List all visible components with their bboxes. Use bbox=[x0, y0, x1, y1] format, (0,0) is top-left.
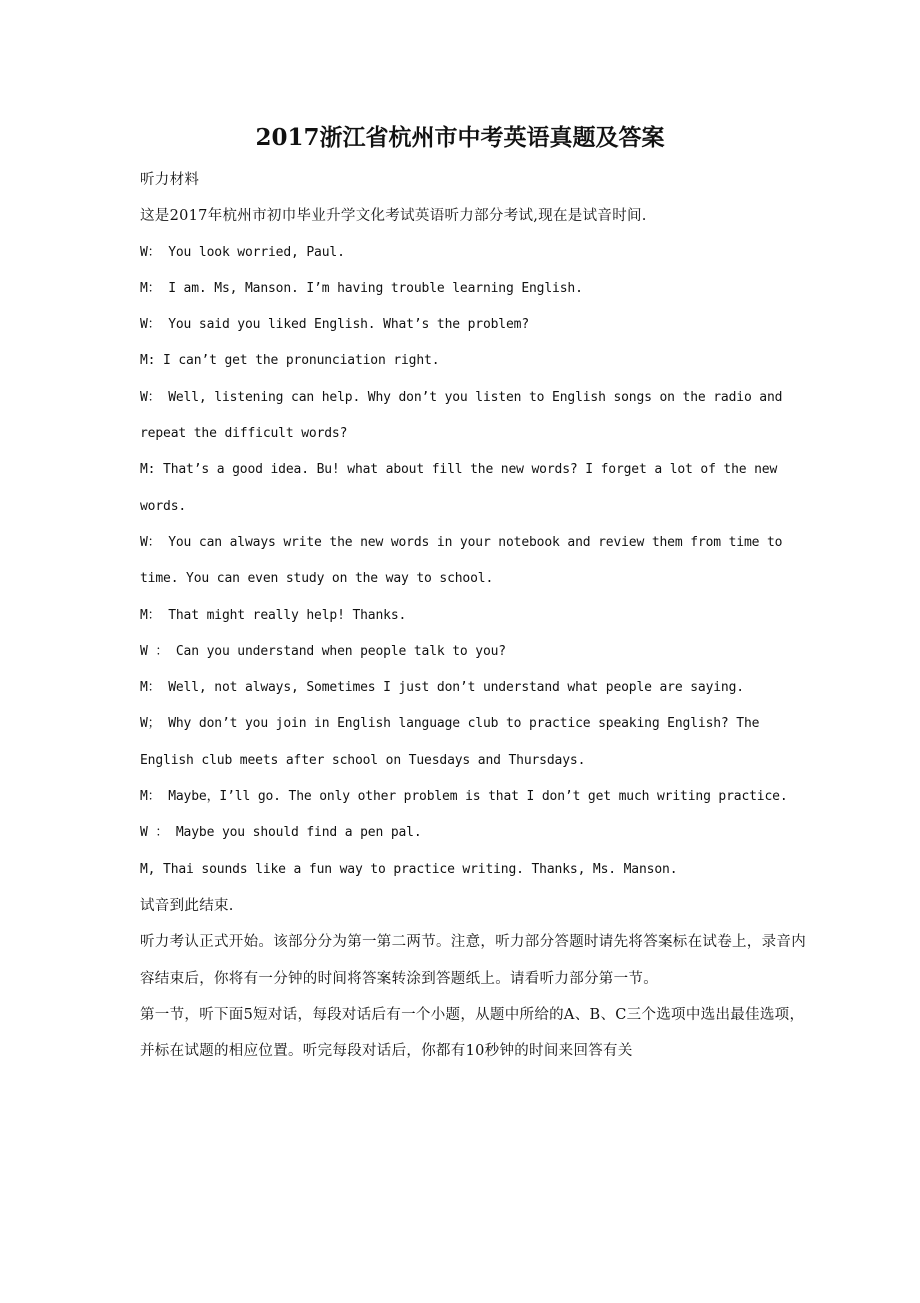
dialogue-line: W； Why don’t you join in English language club to practice speaking English? The English club meets after school on Tuesdays and Thursdays. bbox=[140, 716, 767, 768]
intro-paragraph: 这是2017年杭州市初巾毕业升学文化考试英语听力部分考试,现在是试音时间. bbox=[140, 208, 647, 225]
instructions-paragraph: 听力考认正式开始。该部分分为第一第二两节。注意，听力部分答题时请先将答案标在试卷上，录音内容结束后，你将有一分钟的时间将答案转涂到答题纸上。请看听力部分第一节。 bbox=[140, 934, 806, 987]
dialogue-line: M： Well, not always, Sometimes I just don’t understand what people are saying. bbox=[140, 680, 744, 696]
document-title: 2017浙江省杭州市中考英语真题及答案 bbox=[255, 124, 665, 151]
dialogue-line: M： That might really help! Thanks. bbox=[140, 607, 407, 623]
dialogue-line: W： Well, listening can help. Why don’t you listen to English songs on the radio and repeat the difficult words? bbox=[140, 389, 791, 442]
dialogue-line: M, Thai sounds like a fun way to practice writing. Thanks, Ms. Manson. bbox=[140, 861, 678, 877]
dialogue-line: W ： Maybe you should find a pen pal. bbox=[140, 825, 422, 841]
dialogue-line: W： You look worried, Paul. bbox=[140, 244, 345, 260]
dialogue-line: M： Maybe，I’ll go. The only other problem is that I don’t get much writing practice. bbox=[140, 789, 788, 805]
dialogue-line: W ： Can you understand when people talk to you? bbox=[140, 643, 506, 659]
dialogue-line: M: I can’t get the pronunciation right. bbox=[140, 353, 440, 369]
test-end-note: 试音到此结束. bbox=[140, 897, 234, 914]
section-one-paragraph: 第一节，听下面5短对话，每段对话后有一个小题，从题中所给的A、B、C三个选项中选出最佳选项，并标在试题的相应位置。听完每段对话后，你都有10秒钟的时间来回答有关 bbox=[140, 1006, 805, 1060]
dialogue-line: M： I am. Ms, Manson. I’m having trouble learning English. bbox=[140, 280, 583, 296]
section-heading: 听力材料 bbox=[140, 172, 200, 188]
dialogue-line: W： You can always write the new words in your notebook and review them from time to time. You can even study on the way to school. bbox=[140, 534, 791, 587]
document-body bbox=[140, 162, 812, 1069]
dialogue-line: W： You said you liked English. What’s the problem? bbox=[140, 317, 530, 333]
dialogue-line: M: That’s a good idea. Bu! what about fill the new words? I forget a lot of the new words. bbox=[140, 462, 785, 514]
